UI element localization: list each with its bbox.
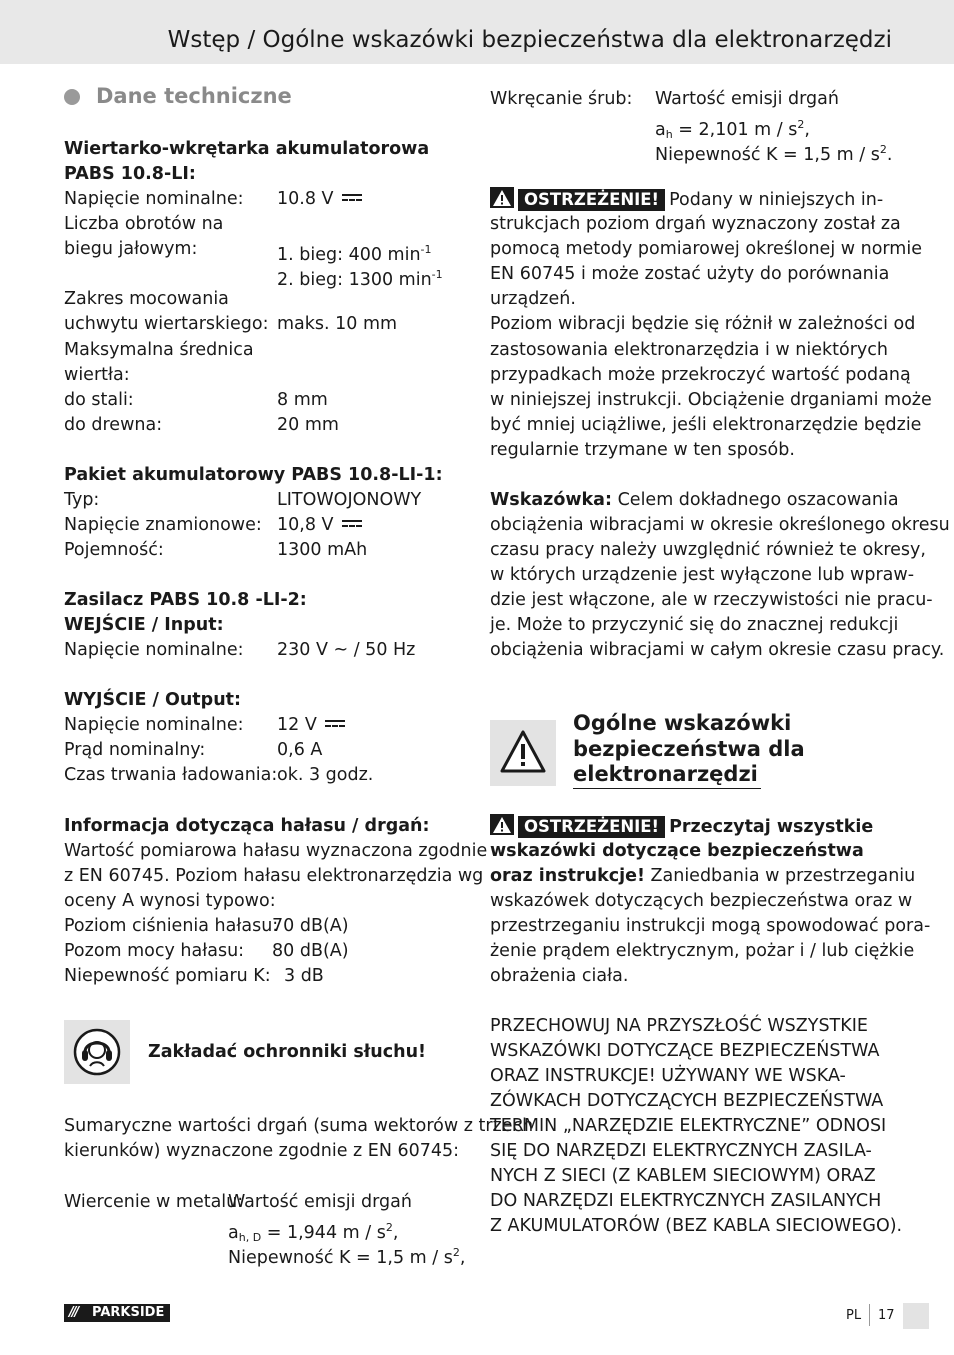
warning-text: przypadkach może przekroczyć wartość podaną <box>490 365 911 385</box>
spec-label: Napięcie znamionowe: <box>64 515 262 535</box>
warning-triangle-icon <box>490 187 514 208</box>
spec-label: wiertła: <box>64 365 130 385</box>
safety-text: żenie prądem elektrycznym, pożar i / lub ciężkie <box>490 941 915 961</box>
ear-protection-icon <box>64 1020 130 1084</box>
spec-value: 8 mm <box>277 390 328 410</box>
input-title: WEJŚCIE / Input: <box>64 615 224 635</box>
spec-label: biegu jałowym: <box>64 239 198 259</box>
spec-label: Zakres mocowania <box>64 289 229 309</box>
battery-title: Pakiet akumulatorowy PABS 10.8-LI-1: <box>64 465 443 485</box>
warning-line: OSTRZEŻENIE! Podany w niniejszych in- <box>490 187 883 213</box>
note-text: je. Może to przyczynić się do znacznej redukcji <box>490 615 899 635</box>
caps-text: NYCH Z SIECI (Z KABLEM SIECIOWYM) ORAZ <box>490 1166 876 1186</box>
warning-text: EN 60745 i może zostać użyty do porównania <box>490 264 890 284</box>
spec-label: Czas trwania ładowania: <box>64 765 278 785</box>
noise-text: z EN 60745. Poziom hałasu elektronarzędzia wg <box>64 866 484 886</box>
noise-text: Wartość pomiarowa hałasu wyznaczona zgodnie <box>64 841 488 861</box>
spec-label: Wiercenie w metalu: <box>64 1192 244 1212</box>
spec-label: Poziom ciśnienia hałasu: <box>64 916 279 936</box>
dc-current-icon <box>342 194 362 201</box>
spec-value: maks. 10 mm <box>277 314 398 334</box>
spec-value: $a_h = 2,101$ m / $s^2$, <box>655 118 810 141</box>
spec-value: 20 mm <box>277 415 339 435</box>
spec-label: Maksymalna średnica <box>64 340 254 360</box>
device-model: PABS 10.8-LI: <box>64 164 196 184</box>
spec-label: Pojemność: <box>64 540 164 560</box>
spec-label: Liczba obrotów na <box>64 214 224 234</box>
warning-triangle-icon <box>490 814 514 835</box>
safety-text: obrażenia ciała. <box>490 966 629 986</box>
dc-current-icon <box>342 520 362 527</box>
vibration-text: Sumaryczne wartości drgań (suma wektorów z trzech <box>64 1116 534 1136</box>
spec-label: Napięcie nominalne: <box>64 189 244 209</box>
spec-value: 1. bieg: 400 $\min^{-1}$ <box>277 243 432 265</box>
charger-title: Zasilacz PABS 10.8 -LI-2: <box>64 590 307 610</box>
vibration-text: kierunków) wyznaczone zgodnie z EN 60745: <box>64 1141 460 1161</box>
spec-value: LITOWOJONOWY <box>277 490 422 510</box>
note-text: w których urządzenie jest wyłączone lub wpraw- <box>490 565 915 585</box>
spec-value: 70 dB(A) <box>272 916 349 936</box>
caps-text: Z AKUMULATORÓW (BEZ KABLA SIECIOWEGO). <box>490 1216 903 1236</box>
warning-text: być mniej uciążliwe, jeśli elektronarzędzie będzie <box>490 415 922 435</box>
device-title: Wiertarko-wkrętarka akumulatorowa <box>64 139 430 159</box>
spec-label: do drewna: <box>64 415 163 435</box>
warning-text: strukcjach poziom drgań wyznaczony został za <box>490 214 901 234</box>
warning-text: zastosowania elektronarzędzia i w niektórych <box>490 340 888 360</box>
note-label: Wskazówka: <box>490 490 612 510</box>
language-code: PL <box>846 1308 862 1323</box>
spec-value: 12 V <box>277 713 345 738</box>
safety-text: wskazówek dotyczących bezpieczeństwa oraz w <box>490 891 913 911</box>
warning-text: regularnie trzymane w ten sposób. <box>490 440 795 460</box>
spec-value: Niepewność K = 1,5 m / $s^2$, <box>228 1246 466 1268</box>
spec-value: 80 dB(A) <box>272 941 349 961</box>
spec-label: Niepewność pomiaru K: <box>64 966 271 986</box>
spec-value: 2. bieg: 1300 $\min^{-1}$ <box>277 268 443 290</box>
caps-text: ZÓWKACH DOTYCZĄCYCH BEZPIECZEŃSTWA <box>490 1091 884 1111</box>
noise-title: Informacja dotycząca hałasu / drgań: <box>64 816 430 836</box>
section-bullet-icon <box>64 89 80 105</box>
spec-value: 10,8 V <box>277 513 362 538</box>
safety-title: Ogólne wskazówki bezpieczeństwa dla elektronarzędzi <box>573 711 805 786</box>
section-title: Dane techniczne <box>96 84 292 108</box>
spec-label: Napięcie nominalne: <box>64 715 244 735</box>
spec-value: ok. 3 godz. <box>277 765 374 785</box>
safety-text: wskazówki dotyczące bezpieczeństwa <box>490 841 864 861</box>
noise-text: oceny A wynosi typowo: <box>64 891 276 911</box>
page-header <box>0 0 954 64</box>
spec-value: $a_{h, D} = 1,944$ m / $s^2$, <box>228 1221 399 1244</box>
note-text: czasu pracy należy uwzględnić również te okresy, <box>490 540 926 560</box>
spec-label: Typ: <box>64 490 100 510</box>
safety-text: przestrzeganiu instrukcji mogą spowodować pora- <box>490 916 931 936</box>
note-text: dzie jest włączone, ale w rzeczywistości nie pracu- <box>490 590 933 610</box>
divider <box>869 1304 870 1326</box>
dc-current-icon <box>325 720 345 727</box>
spec-value: 0,6 A <box>277 740 323 760</box>
caps-text: DO NARZĘDZI ELEKTRYCZNYCH ZASILANYCH <box>490 1191 882 1211</box>
warning-line: OSTRZEŻENIE! Przeczytaj wszystkie <box>490 814 873 840</box>
note-text: obciążenia wibracjami w okresie określonego okresu <box>490 515 950 535</box>
caps-text: WSKAZÓWKI DOTYCZĄCE BEZPIECZEŃSTWA <box>490 1041 880 1061</box>
spec-label: Prąd nominalny: <box>64 740 206 760</box>
spec-label: uchwytu wiertarskiego: <box>64 314 269 334</box>
warning-badge: OSTRZEŻENIE! <box>518 189 665 211</box>
spec-value: Wartość emisji drgań <box>655 89 839 109</box>
spec-label: Wkręcanie śrub: <box>490 89 633 109</box>
warning-text: w niniejszej instrukcji. Obciążenie drganiami może <box>490 390 932 410</box>
caps-text: SIĘ DO NARZĘDZI ELEKTRYCZNYCH ZASILA- <box>490 1141 872 1161</box>
ear-protection-label: Zakładać ochronniki słuchu! <box>148 1042 427 1062</box>
caps-text: PRZECHOWUJ NA PRZYSZŁOŚĆ WSZYSTKIE <box>490 1016 868 1036</box>
warning-triangle-icon <box>490 720 556 786</box>
spec-value: 230 V ~ / 50 Hz <box>277 640 416 660</box>
spec-label: do stali: <box>64 390 134 410</box>
page-title: Wstęp / Ogólne wskazówki bezpieczeństwa dla elektronarzędzi <box>167 27 892 53</box>
caps-text: TERMIN „NARZĘDZIE ELEKTRYCZNE” ODNOSI <box>490 1116 887 1136</box>
spec-value: 3 dB <box>284 966 324 986</box>
spec-value: 10.8 V <box>277 187 362 212</box>
output-title: WYJŚCIE / Output: <box>64 690 242 710</box>
note-text: obciążenia wibracjami w całym okresie czasu pracy. <box>490 640 945 660</box>
note-line: Wskazówka: Celem dokładnego oszacowania <box>490 490 899 510</box>
spec-label: Napięcie nominalne: <box>64 640 244 660</box>
brand-logo: /// PARKSIDE <box>64 1304 170 1322</box>
page-corner-box <box>903 1303 929 1329</box>
page-number: 17 <box>878 1308 895 1323</box>
warning-badge: OSTRZEŻENIE! <box>518 816 665 838</box>
warning-text: pomocą metody pomiarowej określonej w normie <box>490 239 922 259</box>
spec-label: Pozom mocy hałasu: <box>64 941 245 961</box>
title-underline <box>573 788 761 789</box>
caps-text: ORAZ INSTRUKCJE! UŻYWANY WE WSKA- <box>490 1066 846 1086</box>
safety-text: oraz instrukcje! Zaniedbania w przestrzeganiu <box>490 866 916 886</box>
warning-text: urządzeń. <box>490 289 576 309</box>
spec-value: Wartość emisji drgań <box>228 1192 412 1212</box>
spec-value: Niepewność K = 1,5 m / $s^2$. <box>655 143 893 165</box>
warning-text: Poziom wibracji będzie się różnił w zależności od <box>490 314 916 334</box>
spec-value: 1300 mAh <box>277 540 368 560</box>
